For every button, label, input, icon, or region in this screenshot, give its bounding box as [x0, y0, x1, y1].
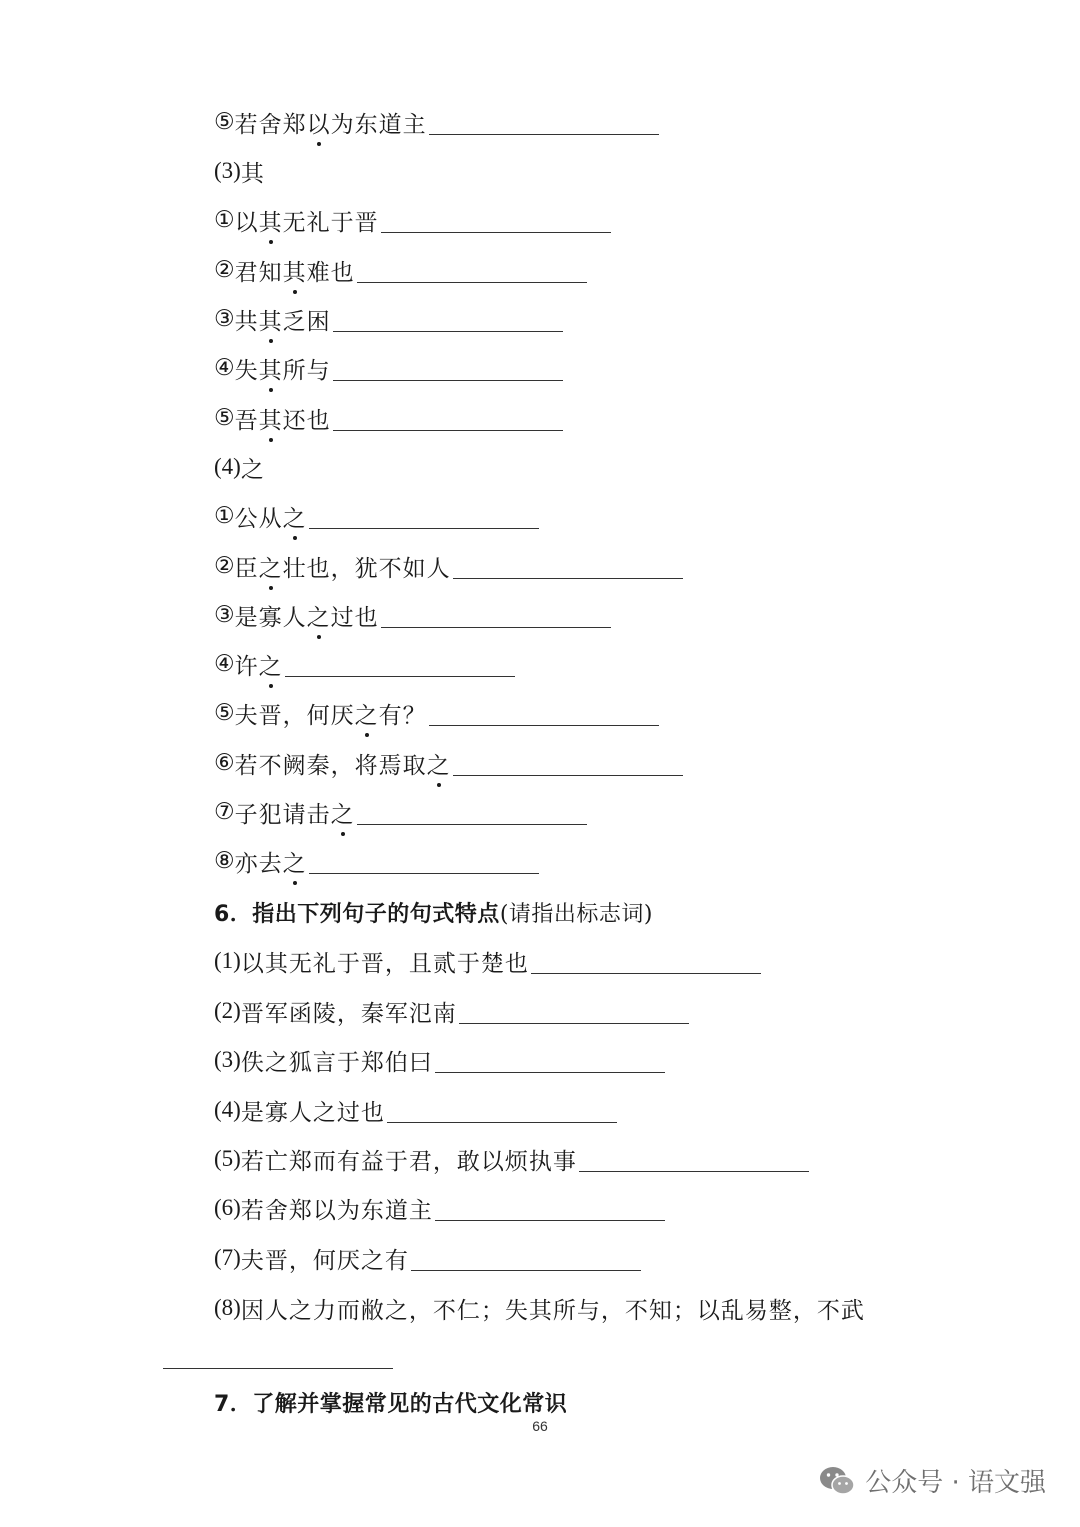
emphasized-character: 其 [259, 352, 283, 385]
item-number: (6) [214, 1195, 241, 1220]
item-number: (8) [214, 1295, 241, 1320]
sentence-text-after: 乏困 [282, 308, 331, 335]
item-number: (4) [214, 454, 241, 479]
answer-blank[interactable] [309, 504, 539, 529]
sentence-item [214, 993, 689, 1029]
sentence-text-before: 共 [234, 308, 259, 335]
sentence-text: 夫晋，何厌之有 [240, 1247, 409, 1274]
section-6-note: (请指出标志词) [499, 901, 653, 927]
item-number: ③ [214, 306, 235, 331]
item-number: ⑤ [214, 405, 235, 430]
footnote-divider [163, 1368, 393, 1369]
item-number: (1) [214, 948, 241, 973]
question-line [214, 646, 515, 682]
answer-blank[interactable] [453, 751, 683, 776]
answer-blank[interactable] [411, 1246, 641, 1271]
sentence-text-after: 所与 [282, 357, 331, 384]
emphasized-character: 之 [307, 599, 331, 632]
answer-blank[interactable] [381, 208, 611, 233]
answer-blank[interactable] [333, 406, 563, 431]
section-6-title: 6．指出下列句子的句式特点 [214, 901, 500, 927]
question-line [214, 695, 659, 731]
item-number: ② [214, 553, 235, 578]
item-number: ⑧ [214, 848, 235, 873]
question-line [214, 794, 587, 830]
answer-blank[interactable] [309, 849, 539, 874]
sentence-text-after: 壮也，犹不如人 [282, 555, 451, 582]
sentence-item [214, 1240, 641, 1276]
answer-blank[interactable] [387, 1098, 617, 1123]
emphasized-character: 以 [307, 106, 331, 139]
sentence-text-before: 若不阙秦，将焉取 [234, 752, 427, 779]
item-number: (2) [214, 998, 241, 1023]
sentence-item [214, 1141, 809, 1177]
answer-blank[interactable] [531, 949, 761, 974]
question-line [214, 252, 587, 288]
sentence-item [214, 1190, 665, 1226]
question-line [214, 498, 539, 534]
emphasized-character: 之 [355, 697, 379, 730]
sentence-text-before: 是寡人 [234, 604, 307, 631]
item-number: ① [214, 503, 235, 528]
item-number: (3) [214, 158, 241, 183]
sentence-text-before: 亦去 [234, 850, 283, 877]
question-line [214, 597, 611, 633]
sentence-text-before: 臣 [234, 555, 259, 582]
sentence-text-before: 子犯请击 [234, 801, 331, 828]
sentence-text-before: 若舍郑 [234, 111, 307, 138]
wechat-icon [819, 1465, 855, 1497]
question-line [214, 548, 683, 584]
sentence-item [214, 1042, 665, 1078]
answer-blank[interactable] [435, 1196, 665, 1221]
question-line [214, 350, 563, 386]
answer-blank[interactable] [333, 356, 563, 381]
emphasized-character: 之 [283, 845, 307, 878]
sentence-text: 以其无礼于晋，且贰于楚也 [240, 950, 529, 977]
item-number: ⑤ [214, 109, 235, 134]
question-line [214, 202, 611, 238]
question-line [214, 843, 539, 879]
item-number: ⑥ [214, 750, 235, 775]
emphasized-character: 之 [283, 500, 307, 533]
emphasized-character: 之 [259, 550, 283, 583]
sentence-text: 晋军函陵，秦军氾南 [240, 1000, 457, 1027]
emphasized-character: 之 [331, 796, 355, 829]
sentence-text-before: 君知 [234, 259, 283, 286]
watermark [819, 1462, 1046, 1499]
answer-blank[interactable] [381, 603, 611, 628]
sentence-text: 是寡人之过也 [240, 1099, 385, 1126]
sentence-item [214, 1092, 617, 1128]
sentence-text-after: 过也 [330, 604, 379, 631]
sentence-text-before: 夫晋，何厌 [234, 702, 355, 729]
answer-blank[interactable] [357, 258, 587, 283]
item-number: (4) [214, 1097, 241, 1122]
item-number: ③ [214, 602, 235, 627]
item-number: ⑤ [214, 700, 235, 725]
answer-blank[interactable] [459, 999, 689, 1024]
question-line [214, 153, 265, 189]
watermark-text: 公众号 · 语文强 [865, 1468, 1046, 1498]
sentence-text-after: 有？ [378, 702, 427, 729]
answer-blank[interactable] [285, 652, 515, 677]
question-line [214, 301, 563, 337]
answer-blank[interactable] [453, 554, 683, 579]
sentence-text-before: 许 [234, 653, 259, 680]
answer-blank[interactable] [333, 307, 563, 332]
sentence-text: 佚之狐言于郑伯曰 [240, 1049, 433, 1076]
sentence-text-after: 难也 [306, 259, 355, 286]
item-number: (7) [214, 1245, 241, 1270]
question-line [214, 400, 563, 436]
emphasized-character: 其 [259, 303, 283, 336]
question-line [214, 449, 265, 485]
section-7-heading: 7．了解并掌握常见的古代文化常识 [214, 1391, 568, 1417]
sentence-text-before: 吾 [234, 407, 259, 434]
sentence-text-before: 其 [240, 160, 265, 187]
item-number: (3) [214, 1047, 241, 1072]
section-6-heading [214, 894, 653, 930]
emphasized-character: 其 [283, 254, 307, 287]
sentence-text-after: 为东道主 [330, 111, 427, 138]
emphasized-character: 其 [259, 402, 283, 435]
emphasized-character: 之 [259, 648, 283, 681]
item-number: ④ [214, 651, 235, 676]
question-line [214, 745, 683, 781]
emphasized-character: 之 [427, 747, 451, 780]
sentence-text-before: 公从 [234, 505, 283, 532]
sentence-text-before: 之 [240, 456, 265, 483]
sentence-text-after: 还也 [282, 407, 331, 434]
answer-blank[interactable] [357, 800, 587, 825]
page-number: 66 [532, 1418, 548, 1434]
item-number: ② [214, 257, 235, 282]
answer-blank[interactable] [435, 1048, 665, 1073]
question-line [214, 104, 659, 140]
answer-blank[interactable] [579, 1147, 809, 1172]
sentence-text: 因人之力而敝之，不仁；失其所与，不知；以乱易整，不武 [240, 1297, 865, 1324]
sentence-text-before: 失 [234, 357, 259, 384]
item-number: ④ [214, 355, 235, 380]
sentence-text-after: 无礼于晋 [282, 209, 379, 236]
sentence-item [214, 943, 761, 979]
sentence-text: 若舍郑以为东道主 [240, 1197, 433, 1224]
answer-blank[interactable] [429, 110, 659, 135]
sentence-item [214, 1290, 865, 1326]
answer-blank[interactable] [429, 701, 659, 726]
item-number: (5) [214, 1146, 241, 1171]
emphasized-character: 其 [259, 204, 283, 237]
sentence-text-before: 以 [234, 209, 259, 236]
item-number: ⑦ [214, 799, 235, 824]
sentence-text: 若亡郑而有益于君，敢以烦执事 [240, 1148, 577, 1175]
item-number: ① [214, 207, 235, 232]
